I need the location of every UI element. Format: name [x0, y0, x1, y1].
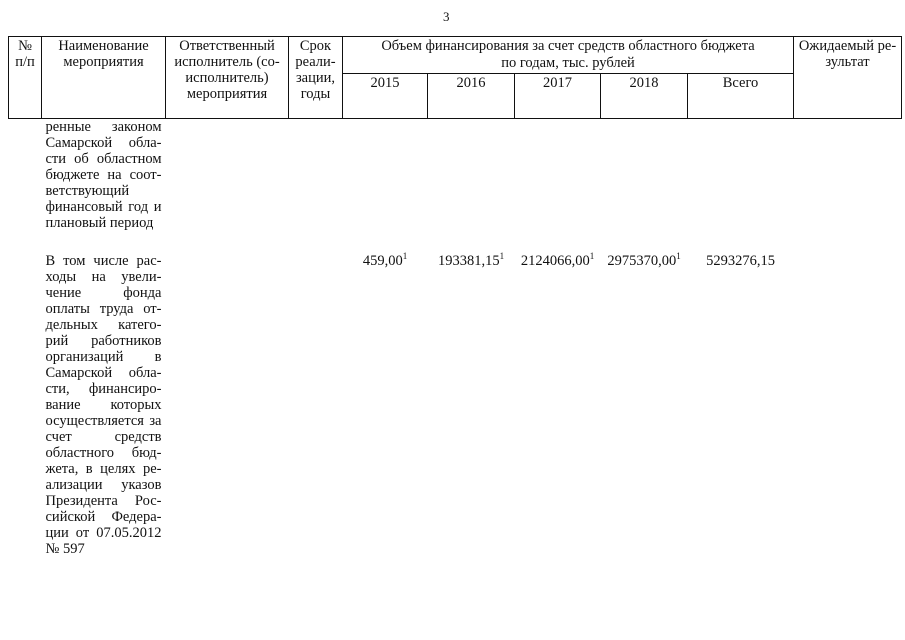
header-year-2018: 2018	[601, 74, 688, 119]
page-number: 3	[443, 9, 450, 24]
row-2-name: В том числе расходы на увеличение фонда оплаты труда отдельных категорий работников организаций в Самарской области, финансирование которых осуществляется за счет средств областного бюджета, в целях реализации указов Президента Российской Федерации от 07.05.2012 № 597	[45, 253, 162, 557]
table-row	[9, 253, 902, 557]
header-number: № п/п	[9, 37, 42, 119]
value-total: 5293276,15	[706, 253, 775, 269]
table-row	[9, 119, 902, 232]
funding-table	[8, 36, 902, 557]
header-event-name: Наименование мероприятия	[42, 37, 166, 119]
value-2017: 2124066,00$^1$	[520, 251, 595, 269]
header-expected-result: Ожидаемый ре- зультат	[794, 37, 902, 119]
header-year-2015: 2015	[343, 74, 428, 119]
header-term: Срок реали- зации, годы	[289, 37, 343, 119]
row-1-name: ренные законом Самарской области об областном бюджете на соответствующий финансовый год и плановый период	[45, 119, 162, 231]
header-year-2017: 2017	[515, 74, 601, 119]
header-responsible: Ответственный исполнитель (со- исполнитель) мероприятия	[166, 37, 289, 119]
value-2015: 459,00$^1$	[362, 251, 408, 269]
header-funding: Объем финансирования за счет средств областного бюджета по годам, тыс. рублей	[343, 37, 794, 74]
value-2018: 2975370,00$^1$	[607, 251, 681, 269]
header-total: Всего	[688, 74, 794, 119]
value-2016: 193381,15$^1$	[437, 251, 505, 269]
header-year-2016: 2016	[428, 74, 515, 119]
